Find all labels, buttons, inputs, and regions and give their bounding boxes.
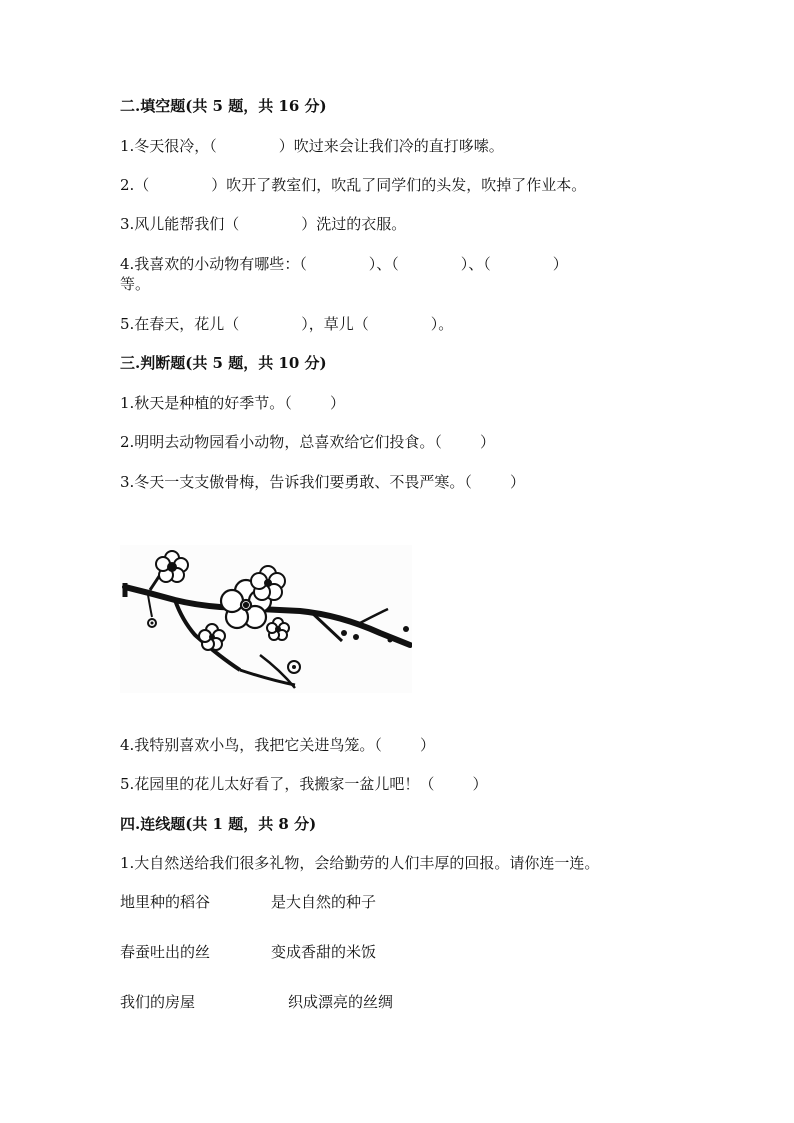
- plum-blossom-branch-icon: [120, 545, 412, 693]
- fill-question-4: 4.我喜欢的小动物有哪些：（ ）、（ ）、（ ）: [120, 255, 568, 273]
- section-heading-true-false: 三.判断题(共 5 题，共 10 分): [120, 354, 327, 372]
- fill-question-4-continuation: 等。: [120, 275, 151, 293]
- matching-question-1: 1.大自然送给我们很多礼物，会给勤劳的人们丰厚的回报。请你连一连。: [120, 854, 600, 872]
- match-right-item: 是大自然的种子: [271, 893, 377, 911]
- fill-question-2: 2.（ ）吹开了教室们，吹乱了同学们的头发，吹掉了作业本。: [120, 176, 587, 194]
- fill-question-5: 5.在春天，花儿（ ），草儿（ ）。: [120, 315, 454, 333]
- match-left-item: 我们的房屋: [120, 993, 196, 1011]
- fill-question-3: 3.风儿能帮我们（ ）洗过的衣服。: [120, 215, 407, 233]
- fill-question-1: 1.冬天很冷，（ ）吹过来会让我们冷的直打哆嗦。: [120, 137, 504, 155]
- match-left-item: 春蚕吐出的丝: [120, 943, 211, 961]
- match-right-item: 织成漂亮的丝绸: [288, 993, 394, 1011]
- section-heading-fill-blank: 二.填空题(共 5 题，共 16 分): [120, 97, 327, 115]
- section-heading-matching: 四.连线题(共 1 题，共 8 分): [120, 815, 317, 833]
- judge-question-4: 4.我特别喜欢小鸟，我把它关进鸟笼。（ ）: [120, 736, 435, 754]
- judge-question-1: 1.秋天是种植的好季节。（ ）: [120, 394, 345, 412]
- judge-question-3: 3.冬天一支支傲骨梅，告诉我们要勇敢、不畏严寒。（ ）: [120, 473, 525, 491]
- judge-question-5: 5.花园里的花儿太好看了，我搬家一盆儿吧！（ ）: [120, 775, 488, 793]
- match-right-item: 变成香甜的米饭: [271, 943, 377, 961]
- judge-question-2: 2.明明去动物园看小动物，总喜欢给它们投食。（ ）: [120, 433, 495, 451]
- match-left-item: 地里种的稻谷: [120, 893, 211, 911]
